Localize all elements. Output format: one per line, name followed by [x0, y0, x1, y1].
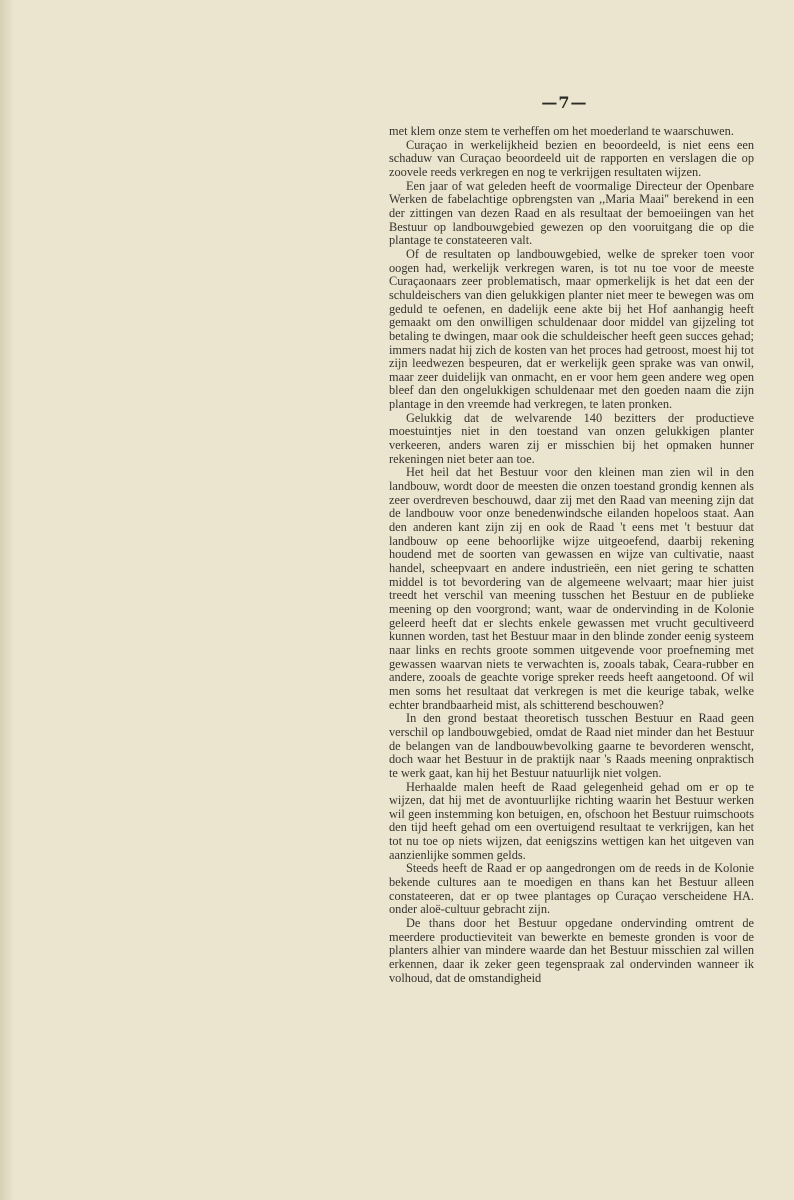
paragraph: Gelukkig dat de welvarende 140 bezitters der productieve moestuintjes niet in den toestand van onzen gelukkigen planter verkeeren, anders waren zij er misschien bij het opmaken hunner rekeningen niet beter aan toe.	[389, 410, 754, 466]
page-number: —7—	[541, 93, 588, 112]
paragraph: Het heil dat het Bestuur voor den kleinen man zien wil in den landbouw, wordt door de meesten die onzen toestand grondig kennen als zeer overdreven beschouwd, daar zij met den Raad van meening zijn dat de landbouw voor onze benedenwindsche eilanden hopeloos staat. Aan den anderen kant zijn zij en ook de Raad 't eens met 't bestuur dat landbouw op eene behoorlijke wijze uitgeoefend, daarbij rekening houdend met de soorten van gewassen en wijze van cultivatie, naast handel, scheepvaart en andere industrieën, een niet gering te schatten middel is tot bevordering van de algemeene welvaart; maar hier juist treedt het verschil van meening tusschen het Bestuur en de publieke meening op den voorgrond; want, waar de ondervinding in de Kolonie geleerd heeft dat er slechts enkele gewassen met vrucht gecultiveerd kunnen worden, tast het Bestuur maar in den blinde zonder eenig systeem naar links en rechts groote sommen uitgevende voor proefneming met gewassen waarvan niets te verwachten is, zooals tabak, Ceara-rubber en andere, zooals de geachte vorige spreker reeds heeft aangetoond. Of wil men soms het resultaat dat verkregen is met die keurige tabak, welke echter brandbaarheid mist, als schitterend beschouwen?	[389, 465, 754, 712]
paragraph: Steeds heeft de Raad er op aangedrongen om de reeds in de Kolonie bekende cultures aan te moedigen en thans kan het Bestuur alleen constateeren, dat er op twee plantages op Curaçao verscheidene HA. onder aloë-cultuur gebracht zijn.	[389, 861, 754, 917]
paragraph: Herhaalde malen heeft de Raad gelegenheid gehad om er op te wijzen, dat hij met de avontuurlijke richting waarin het Bestuur werken wil geen instemming kon betuigen, en, ofschoon het Bestuur ruimschoots den tijd heeft gehad om een overtuigend resultaat te verkrijgen, kan het tot nu toe op niets wijzen, dat eenigszins wettigen kan het uitgeven van aanzienlijke sommen gelds.	[389, 779, 754, 862]
paragraph: Curaçao in werkelijkheid bezien en beoordeeld, is niet eens een schaduw van Curaçao beoordeeld uit de rapporten en verslagen die op zoovele reeds verkregen en nog te verkrijgen resultaten wijzen.	[389, 137, 754, 179]
paragraph: Een jaar of wat geleden heeft de voormalige Directeur der Openbare Werken de fabelachtige opbrengsten van ,,Maria Maai'' berekend in een der zittingen van dezen Raad en als resultaat der bemoeiingen van het Bestuur op landbouwgebied gewezen op den vooruitgang die op die plantage te constateeren valt.	[389, 178, 754, 248]
paragraph: met klem onze stem te verheffen om het moederland te waarschuwen.	[389, 125, 734, 138]
paragraph: Of de resultaten op landbouwgebied, welke de spreker toen voor oogen had, werkelijk verkregen waren, is tot nu toe voor de meeste Curaçaonaars zeer problematisch, maar opmerkelijk is het dat een der schuldeischers van dien gelukkigen planter niet meer te bewegen was om geduld te oefenen, en dadelijk eene akte bij het Hof aanhangig heeft gemaakt om den onwilligen schuldenaar door middel van gijzeling tot betaling te dwingen, maar ook die schuldeischer heeft geen succes gehad; immers nadat hij zich de kosten van het proces had getroost, moest hij tot zijn leedwezen bespeuren, dat er werkelijk geen sprake was van onwil, maar zeer duidelijk van onmacht, en er voor hem geen andere weg open bleef dan den ongelukkigen schuldenaar met den goeden naam die zijn plantage in den vreemde had verkregen, te laten pronken.	[389, 246, 754, 412]
paragraph: In den grond bestaat theoretisch tusschen Bestuur en Raad geen verschil op landbouwgebied, omdat de Raad niet minder dan het Bestuur de belangen van de landbouwbevolking gaarne te bevorderen wenscht, doch waar het Bestuur in de praktijk naar 's Raads meening onpraktisch te werk gaat, kan hij het Bestuur natuurlijk niet volgen.	[389, 711, 754, 780]
paragraph: De thans door het Bestuur opgedane ondervinding omtrent de meerdere productieviteit van bewerkte en bemeste gronden is voor de planters alhier van mindere waarde dan het Bestuur misschien zal willen erkennen, daar ik zeker geen tegenspraak zal ondervinden wanneer ik volhoud, dat de omstandigheid	[389, 916, 754, 985]
body-text	[389, 125, 754, 1165]
